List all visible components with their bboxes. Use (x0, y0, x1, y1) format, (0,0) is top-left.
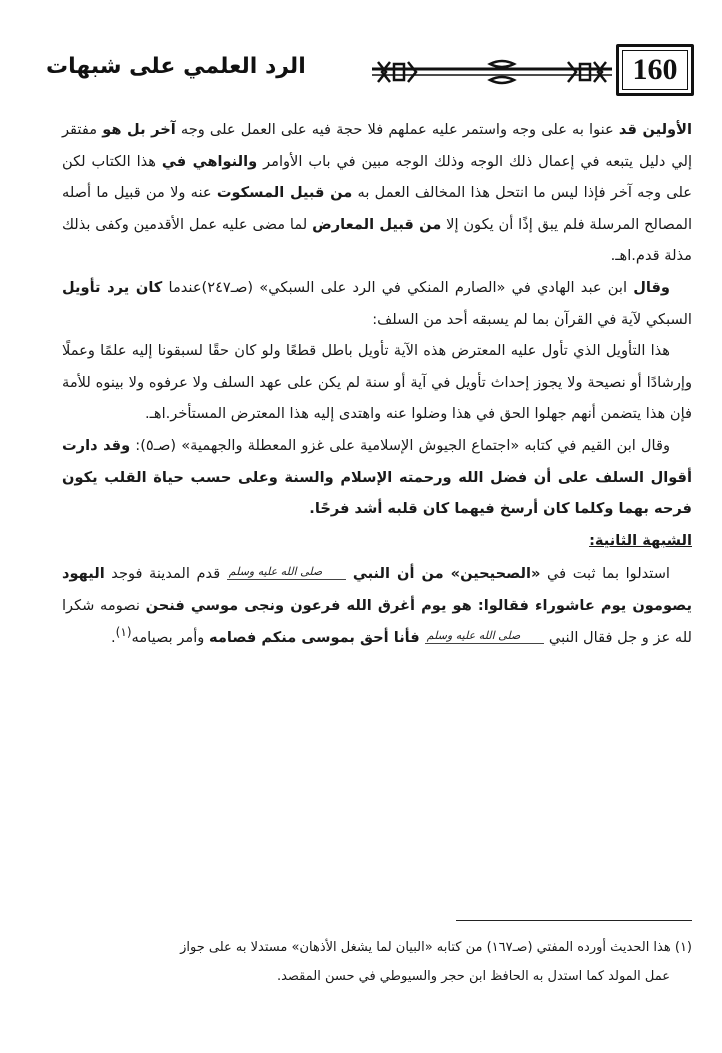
section-heading: الشبهة الثانية: (589, 531, 692, 549)
salla-calligraphy-2: صلى الله عليه وسلم (425, 629, 545, 644)
footnote (50, 933, 692, 991)
paragraph-2: وقال ابن عبد الهادي في «الصارم المنكي في الرد على السبكي» (صـ٢٤٧)عندما كان يرد تأويل السبكي لآية في القرآن بما لم يسبقه أحد من السلف: (62, 278, 692, 328)
footnote-divider (456, 920, 692, 921)
paragraph-4: وقال ابن القيم في كتابه «اجتماع الجيوش الإسلامية على غزو المعطلة والجهمية» (صـ٥): وقد دارت أقوال السلف على أن فضل الله ورحمته الإسلام والسنة وعلى حسب حياة القلب يكون فرحه بهما وكلما كان أرسخ فيهما كان قلبه أشد فرحًا. (62, 436, 692, 518)
page-number: 160 (616, 44, 694, 96)
header-title: الرد العلمي على شبهات (46, 54, 306, 79)
footnote-reference[interactable]: (١) (115, 624, 132, 639)
paragraph-1: الأولين قد عنوا به على وجه واستمر عليه عملهم فلا حجة فيه على العمل على وجه آخر بل هو مفتقر إلي دليل يتبعه في إعمال ذلك الوجه وذلك الوجه مبين في باب الأوامر والنواهي في هذا الكتاب لكن على وجه آخر فإذا ليس ما انتحل هذا المخالف العمل به من قبيل المسكوت عنه ولا من قبيل ما أصله المصالح المرسلة فلم يبق إذًا أن يكون إلا من قبيل المعارض لما مضى عليه عمل الأقدمين وكفى بذلك مذلة قدم.اهـ. (62, 121, 693, 265)
paragraph-3: هذا التأويل الذي تأول عليه المعترض هذه الآية تأويل باطل قطعًا ولو كان حقًا لسبقونا إليه علمًا وعملًا وإرشادًا أو نصيحة ولا يجوز إحداث تأويل في آية أو سنة لم يكن على عهد السلف ولا عرفوه ولا بينوه للأمة فإن هذا يتضمن أنهم جهلوا الحق في هذا وضلوا عنه واهتدى إليه هذا المعترض المستأخر.اهـ. (62, 342, 692, 423)
page-header (46, 44, 694, 98)
footnote-line-2: عمل المولد كما استدل به الحافظ ابن حجر والسيوطي في حسن المقصد. (276, 969, 670, 984)
footnote-line-1: (١) هذا الحديث أورده المفتي (صـ١٦٧) من كتابه «البيان لما يشغل الأذهان» مستدلا به على جواز (180, 940, 692, 955)
page-body (62, 114, 692, 653)
salla-calligraphy-1: صلى الله عليه وسلم (227, 565, 347, 580)
header-ornament-icon (372, 58, 612, 88)
paragraph-5: استدلوا بما ثبت في «الصحيحين» من أن النبي صلى الله عليه وسلم قدم المدينة فوجد اليهود يصومون يوم عاشوراء فقالوا: هو يوم أغرق الله فرعون ونجى موسي فنحن نصومه شكرا لله عز و جل فقال النبي صلى الله عليه وسلم فأنا أحق بموسى منكم فصامه وأمر بصيامه$^{(١)}$. (62, 565, 692, 646)
